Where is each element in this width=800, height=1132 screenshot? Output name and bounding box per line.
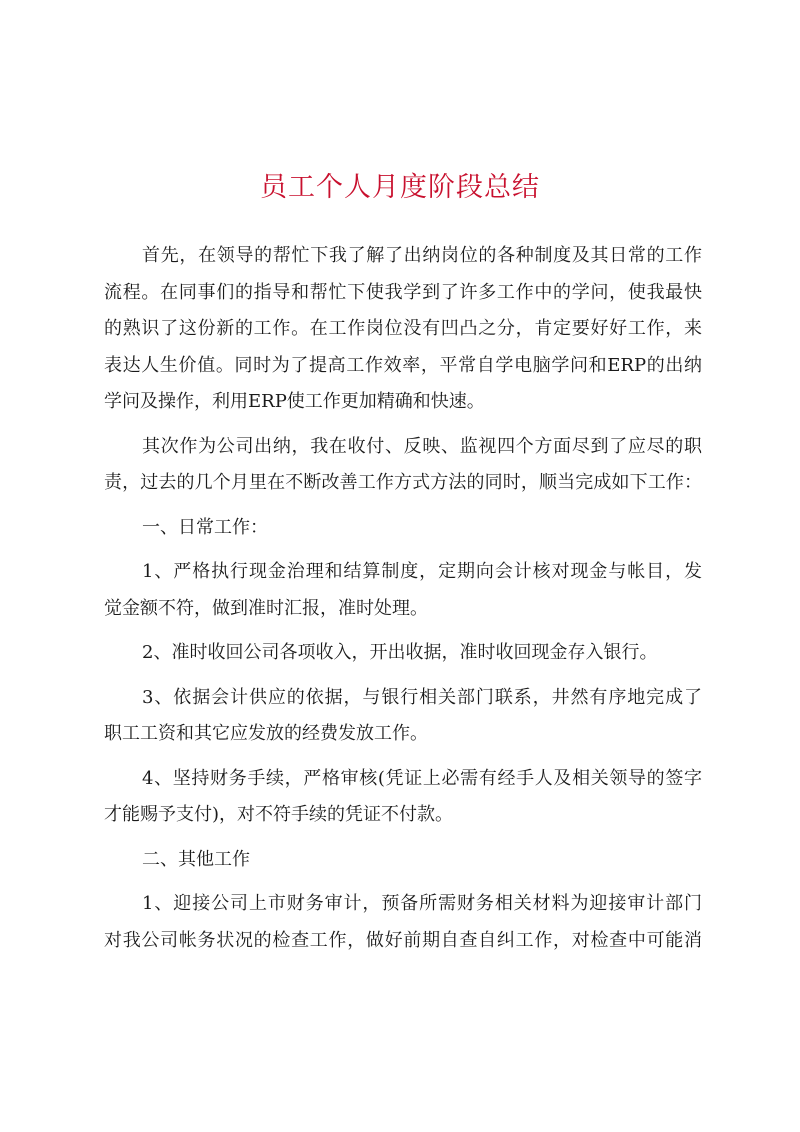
document-body <box>104 238 702 959</box>
section-heading: 二、其他工作 <box>142 848 250 870</box>
paragraph-line: 流程。在同事们的指导和帮忙下使我学到了许多工作中的学问，使我最快 <box>104 281 702 303</box>
paragraph-line: 4、坚持财务手续，严格审核(凭证上必需有经手人及相关领导的签字 <box>142 767 702 789</box>
paragraph-line: 的熟识了这份新的工作。在工作岗位没有凹凸之分，肯定要好好工作，来 <box>104 318 702 339</box>
paragraph-line: 3、依据会计供应的依据，与银行相关部门联系，井然有序地完成了 <box>142 686 702 708</box>
paragraph-line: 责，过去的几个月里在不断改善工作方式方法的同时，顺当完成如下工作： <box>104 472 702 493</box>
document-title: 员工个人月度阶段总结 <box>260 172 540 203</box>
paragraph-line: 其次作为公司出纳，我在收付、反映、监视四个方面尽到了应尽的职 <box>142 435 702 457</box>
paragraph-line: 1、严格执行现金治理和结算制度，定期向会计核对现金与帐目，发 <box>142 561 702 582</box>
paragraph-line: 对我公司帐务状况的检查工作，做好前期自查自纠工作，对检查中可能消 <box>104 929 702 951</box>
section-heading: 一、日常工作： <box>142 516 268 538</box>
paragraph-line: 首先，在领导的帮忙下我了解了出纳岗位的各种制度及其日常的工作 <box>142 245 702 266</box>
paragraph-line: 2、准时收回公司各项收入，开出收据，准时收回现金存入银行。 <box>142 642 658 663</box>
paragraph-line: 学问及操作，利用ERP使工作更加精确和快速。 <box>104 391 485 412</box>
paragraph-line: 职工工资和其它应发放的经费发放工作。 <box>104 723 428 744</box>
paragraph-line: 表达人生价值。同时为了提高工作效率，平常自学电脑学问和ERP的出纳 <box>104 354 702 376</box>
paragraph-line: 觉金额不符，做到准时汇报，准时处理。 <box>104 597 428 619</box>
paragraph-line: 才能赐予支付)，对不符手续的凭证不付款。 <box>104 804 454 825</box>
paragraph-line: 1、迎接公司上市财务审计，预备所需财务相关材料为迎接审计部门 <box>142 893 702 914</box>
